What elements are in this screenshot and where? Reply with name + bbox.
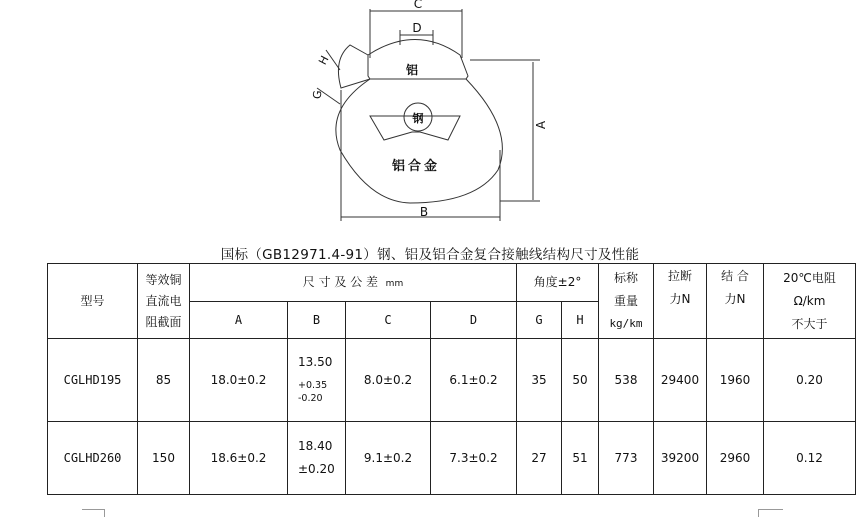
cell-d: 6.1±0.2 (431, 339, 517, 422)
cell-model: CGLHD195 (48, 339, 138, 422)
cell-resistance: 0.12 (764, 422, 856, 495)
dim-label-b: B (419, 205, 429, 219)
dim-label-h: H (316, 53, 332, 68)
table-row (48, 339, 856, 422)
cell-d: 7.3±0.2 (431, 422, 517, 495)
alloy-body-outline (336, 79, 503, 203)
cell-weight: 538 (599, 339, 654, 422)
dim-label-g: G (310, 89, 325, 100)
dim-label-a: A (534, 120, 548, 130)
header-c: C (346, 302, 431, 339)
cell-h: 51 (562, 422, 599, 495)
cell-model: CGLHD260 (48, 422, 138, 495)
dim-label-c: C (413, 0, 423, 11)
region-label-aluminum: 铝 (405, 63, 419, 77)
cell-a: 18.0±0.2 (190, 339, 288, 422)
cell-equiv: 150 (138, 422, 190, 495)
cell-equiv: 85 (138, 339, 190, 422)
header-equiv-section: 等效铜 直流电 阻截面 (138, 264, 190, 339)
cell-b: 13.50 +0.35 -0.20 (288, 339, 346, 422)
cell-a: 18.6±0.2 (190, 422, 288, 495)
region-label-steel: 钢 (412, 112, 424, 125)
header-resistance: 20℃电阻 Ω/km 不大于 (764, 264, 856, 339)
header-row-1 (48, 264, 856, 302)
header-b: B (288, 302, 346, 339)
header-g: G (517, 302, 562, 339)
header-h: H (562, 302, 599, 339)
table-row (48, 422, 856, 495)
region-label-alloy: 铝合金 (391, 159, 441, 174)
cell-c: 8.0±0.2 (346, 339, 431, 422)
spec-table (47, 263, 856, 495)
header-dims: 尺 寸 及 公 差 mm (190, 264, 517, 302)
cell-weight: 773 (599, 422, 654, 495)
cell-bond-force: 1960 (707, 339, 764, 422)
header-angle: 角度±2° (517, 264, 599, 302)
cell-bond-force: 2960 (707, 422, 764, 495)
cell-resistance: 0.20 (764, 339, 856, 422)
cell-g: 27 (517, 422, 562, 495)
side-fin-outline (338, 45, 370, 88)
page-title: 国标（GB12971.4-91）钢、铝及铝合金复合接触线结构尺寸及性能 (220, 247, 640, 263)
cell-h: 50 (562, 339, 599, 422)
header-break-force: 拉断 力N (654, 264, 707, 339)
header-bond-force: 结 合 力N (707, 264, 764, 339)
header-a: A (190, 302, 288, 339)
header-dims-unit: mm (385, 278, 404, 289)
cell-break-force: 29400 (654, 339, 707, 422)
cell-g: 35 (517, 339, 562, 422)
cell-c: 9.1±0.2 (346, 422, 431, 495)
cell-b: 18.40 ±0.20 (288, 422, 346, 495)
cell-break-force: 39200 (654, 422, 707, 495)
dim-label-d: D (412, 21, 422, 35)
header-model: 型号 (48, 264, 138, 339)
cross-section-diagram (300, 0, 560, 232)
header-d: D (431, 302, 517, 339)
header-weight: 标称 重量 kg/km (599, 264, 654, 339)
